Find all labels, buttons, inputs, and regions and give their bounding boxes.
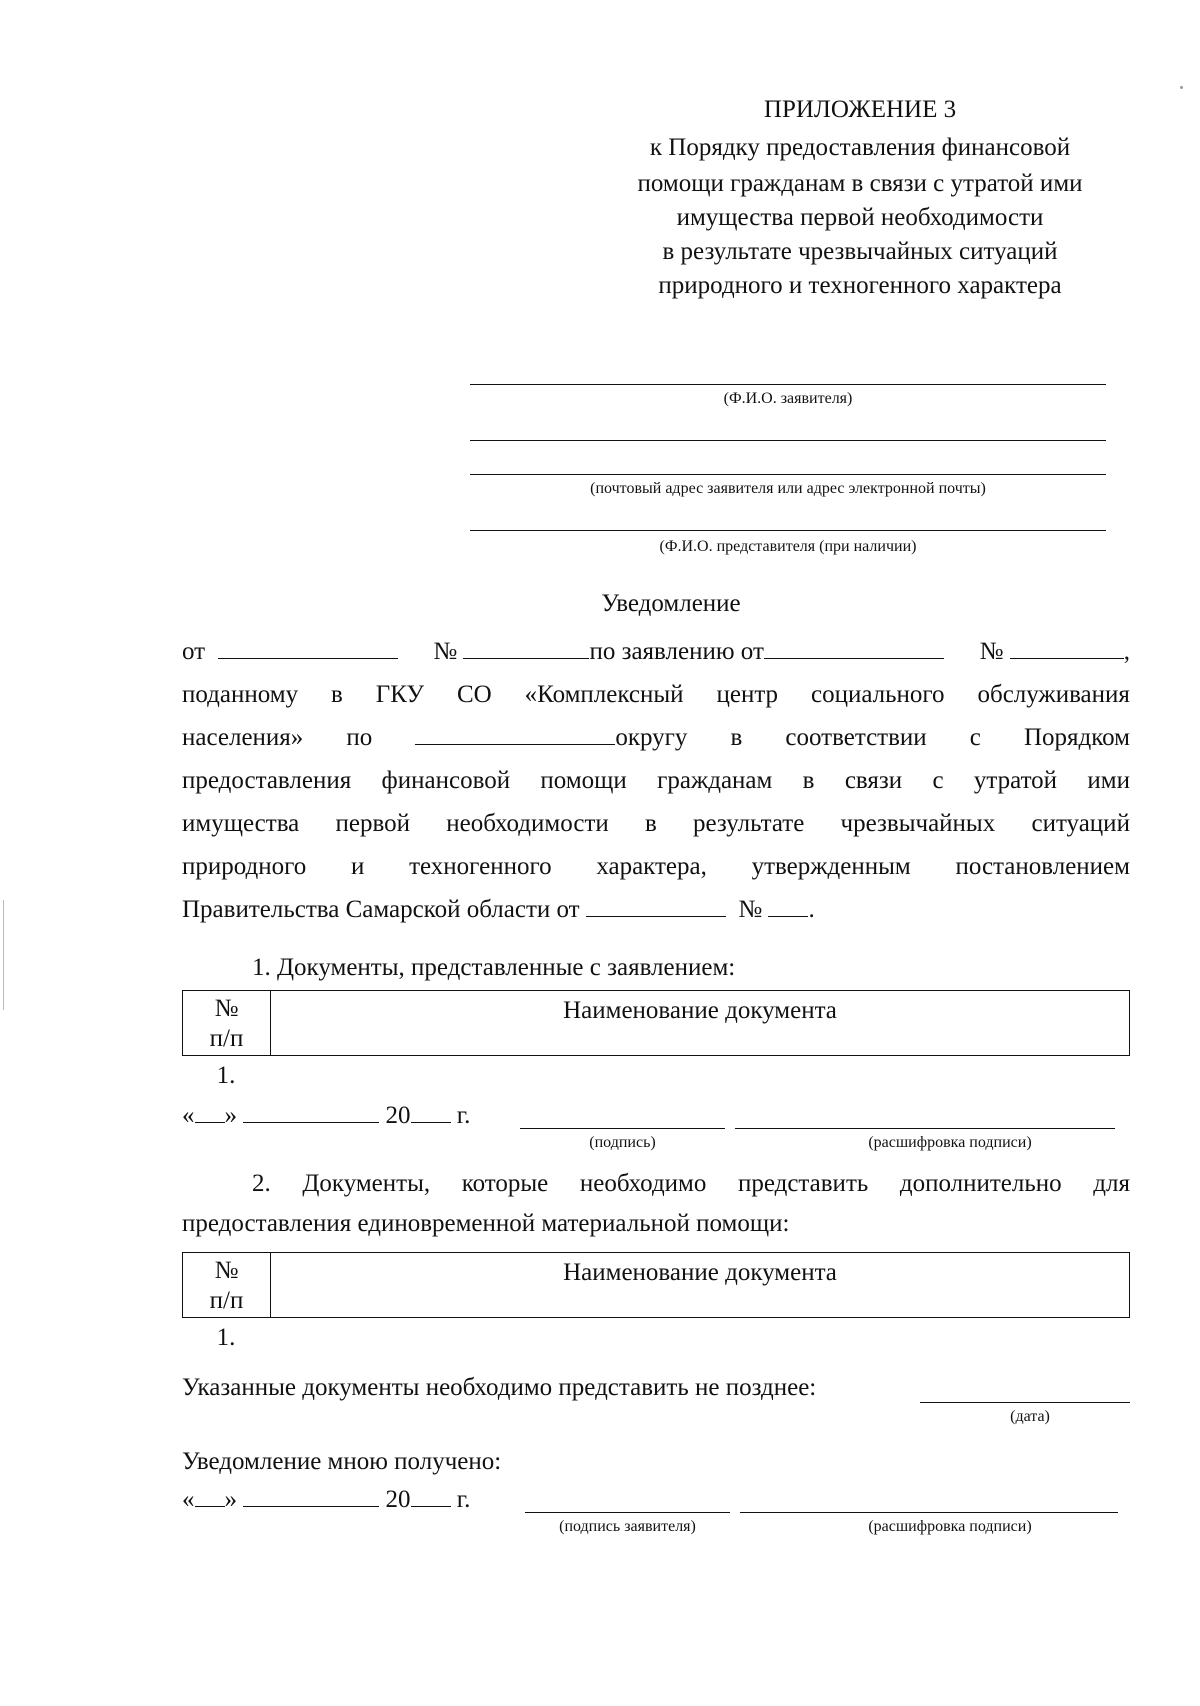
word: в: [730, 724, 743, 751]
year-blank[interactable]: [411, 1121, 451, 1123]
deadline-date-line[interactable]: [920, 1402, 1130, 1403]
appendix-title: ПРИЛОЖЕНИЕ 3: [763, 96, 957, 123]
word: населения»: [182, 724, 304, 751]
word: техногенного: [409, 853, 552, 880]
word: результате: [693, 810, 805, 837]
decree-text: Правительства Самарской области от: [182, 896, 580, 923]
word: представить: [737, 1170, 869, 1197]
signature-caption: (подпись): [589, 1134, 656, 1151]
section2-heading-line-2: предоставления единовременной материальной помощи:: [182, 1210, 790, 1237]
comma: ,: [1123, 638, 1130, 665]
word: с: [932, 767, 944, 794]
decree-date-blank[interactable]: [586, 915, 726, 917]
address-line-2[interactable]: [470, 474, 1106, 475]
notice-line-3: [182, 724, 1130, 752]
word: для: [1093, 1170, 1130, 1197]
address-caption: (почтовый адрес заявителя или адрес электронной почты): [590, 480, 986, 497]
document-name-column-header: Наименование документа: [563, 997, 837, 1024]
close-quote: »: [224, 1486, 237, 1513]
document-name-column-header: Наименование документа: [563, 1259, 837, 1286]
application-date-blank[interactable]: [764, 657, 944, 659]
word: и: [351, 853, 365, 880]
applicant-signature-line[interactable]: [525, 1512, 730, 1513]
word: утратой: [973, 767, 1058, 794]
word: связи: [844, 767, 903, 794]
number-sign: №: [214, 995, 239, 1022]
month-blank[interactable]: [243, 1121, 379, 1123]
notice-line-5: [182, 810, 1130, 838]
word: 2.: [252, 1170, 271, 1197]
word: гражданам: [657, 767, 773, 794]
word: поданному: [182, 681, 299, 708]
applicant-name-line[interactable]: [470, 384, 1106, 385]
word: характера,: [596, 853, 707, 880]
word: центр: [716, 681, 779, 708]
word: природного: [182, 853, 307, 880]
notice-line-4: [182, 767, 1130, 795]
word: утвержденным: [751, 853, 911, 880]
decree-number-label: №: [738, 896, 763, 923]
header-line-1: к Порядку предоставления финансовой: [649, 134, 1071, 161]
section2-heading-line-1: [252, 1170, 1130, 1198]
deadline-text: Указанные документы необходимо представить не позднее:: [182, 1374, 817, 1401]
word: в: [802, 767, 815, 794]
word: с: [969, 724, 981, 751]
word: финансовой: [381, 767, 511, 794]
section1-heading: 1. Документы, представленные с заявлением:: [252, 954, 736, 981]
header-line-3: имущества первой необходимости: [676, 204, 1044, 231]
open-quote: «: [182, 1486, 195, 1513]
month-blank[interactable]: [243, 1505, 379, 1507]
pp-label: п/п: [209, 1025, 244, 1052]
day-blank[interactable]: [195, 1121, 225, 1123]
word: СО: [456, 681, 492, 708]
section2-table-header: [182, 1252, 1130, 1318]
close-quote: »: [224, 1102, 237, 1129]
applicant-signature-caption: (подпись заявителя): [559, 1518, 696, 1535]
table-row-number: 1.: [216, 1324, 236, 1351]
receipt-text: Уведомление мною получено:: [182, 1448, 502, 1475]
word: предоставления: [182, 767, 352, 794]
header-line-2: помощи гражданам в связи с утратой ими: [637, 170, 1083, 197]
number-column-header: [183, 991, 271, 1055]
word: ГКУ: [375, 681, 425, 708]
word: имущества: [182, 810, 300, 837]
application-number-blank[interactable]: [1010, 657, 1124, 659]
decree-number-blank[interactable]: [768, 915, 808, 917]
notice-line-6: [182, 853, 1130, 881]
year-prefix: 20: [385, 1102, 411, 1129]
date-caption: (дата): [1010, 1408, 1050, 1425]
year-prefix: 20: [385, 1486, 411, 1513]
day-blank[interactable]: [195, 1505, 225, 1507]
word: первой: [335, 810, 410, 837]
application-number-label: №: [979, 638, 1004, 665]
period: .: [808, 896, 815, 923]
notice-title: Уведомление: [601, 590, 741, 617]
table-row-number: 1.: [216, 1062, 236, 1089]
scan-edge-mark: [3, 900, 4, 1010]
applicant-name-caption: (Ф.И.О. заявителя): [723, 390, 853, 407]
word: соответствии: [785, 724, 927, 751]
number-label: №: [433, 638, 458, 665]
signature-decode-line[interactable]: [735, 1128, 1115, 1129]
word: в: [331, 681, 343, 708]
signature-decode-caption: (расшифровка подписи): [868, 1134, 1032, 1151]
section1-signature-line: [182, 1102, 470, 1130]
notice-number-blank[interactable]: [463, 657, 589, 659]
notice-line-7: [182, 896, 815, 924]
section1-table-header: [182, 990, 1130, 1056]
word: необходимо: [579, 1170, 707, 1197]
number-sign: №: [214, 1257, 239, 1284]
notice-date-blank[interactable]: [218, 657, 398, 659]
pp-label: п/п: [209, 1287, 244, 1314]
word: ситуаций: [1031, 810, 1130, 837]
by-application-label: по заявлению от: [589, 638, 764, 665]
word: округу: [615, 724, 688, 751]
word: в: [644, 810, 657, 837]
from-label: от: [182, 638, 206, 665]
year-suffix: г.: [456, 1486, 471, 1513]
number-column-header: [183, 1253, 271, 1317]
district-blank[interactable]: [415, 743, 615, 745]
scan-speck: [1180, 86, 1183, 89]
header-line-5: природного и техногенного характера: [658, 272, 1062, 299]
word: «Комплексный: [524, 681, 684, 708]
word: постановлением: [955, 853, 1130, 880]
applicant-signature-decode-caption: (расшифровка подписи): [868, 1518, 1032, 1535]
word: социального: [810, 681, 945, 708]
word: которые: [461, 1170, 549, 1197]
word: Порядком: [1023, 724, 1130, 751]
year-suffix: г.: [456, 1102, 471, 1129]
word: обслуживания: [977, 681, 1130, 708]
word: по: [346, 724, 373, 751]
word: помощи: [540, 767, 627, 794]
notice-line-2: [182, 681, 1130, 709]
notice-line-1: [182, 638, 1130, 666]
signature-line[interactable]: [520, 1128, 725, 1129]
open-quote: «: [182, 1102, 195, 1129]
word: необходимости: [446, 810, 609, 837]
word: Документы,: [302, 1170, 431, 1197]
header-line-4: в результате чрезвычайных ситуаций: [662, 238, 1058, 265]
address-line-1[interactable]: [470, 440, 1106, 441]
word: чрезвычайных: [840, 810, 996, 837]
year-blank[interactable]: [411, 1505, 451, 1507]
receipt-signature-line: [182, 1486, 470, 1514]
word: дополнительно: [899, 1170, 1062, 1197]
word: ими: [1087, 767, 1130, 794]
representative-caption: (Ф.И.О. представителя (при наличии): [659, 538, 917, 555]
applicant-signature-decode-line[interactable]: [740, 1512, 1118, 1513]
representative-name-line[interactable]: [470, 530, 1106, 531]
